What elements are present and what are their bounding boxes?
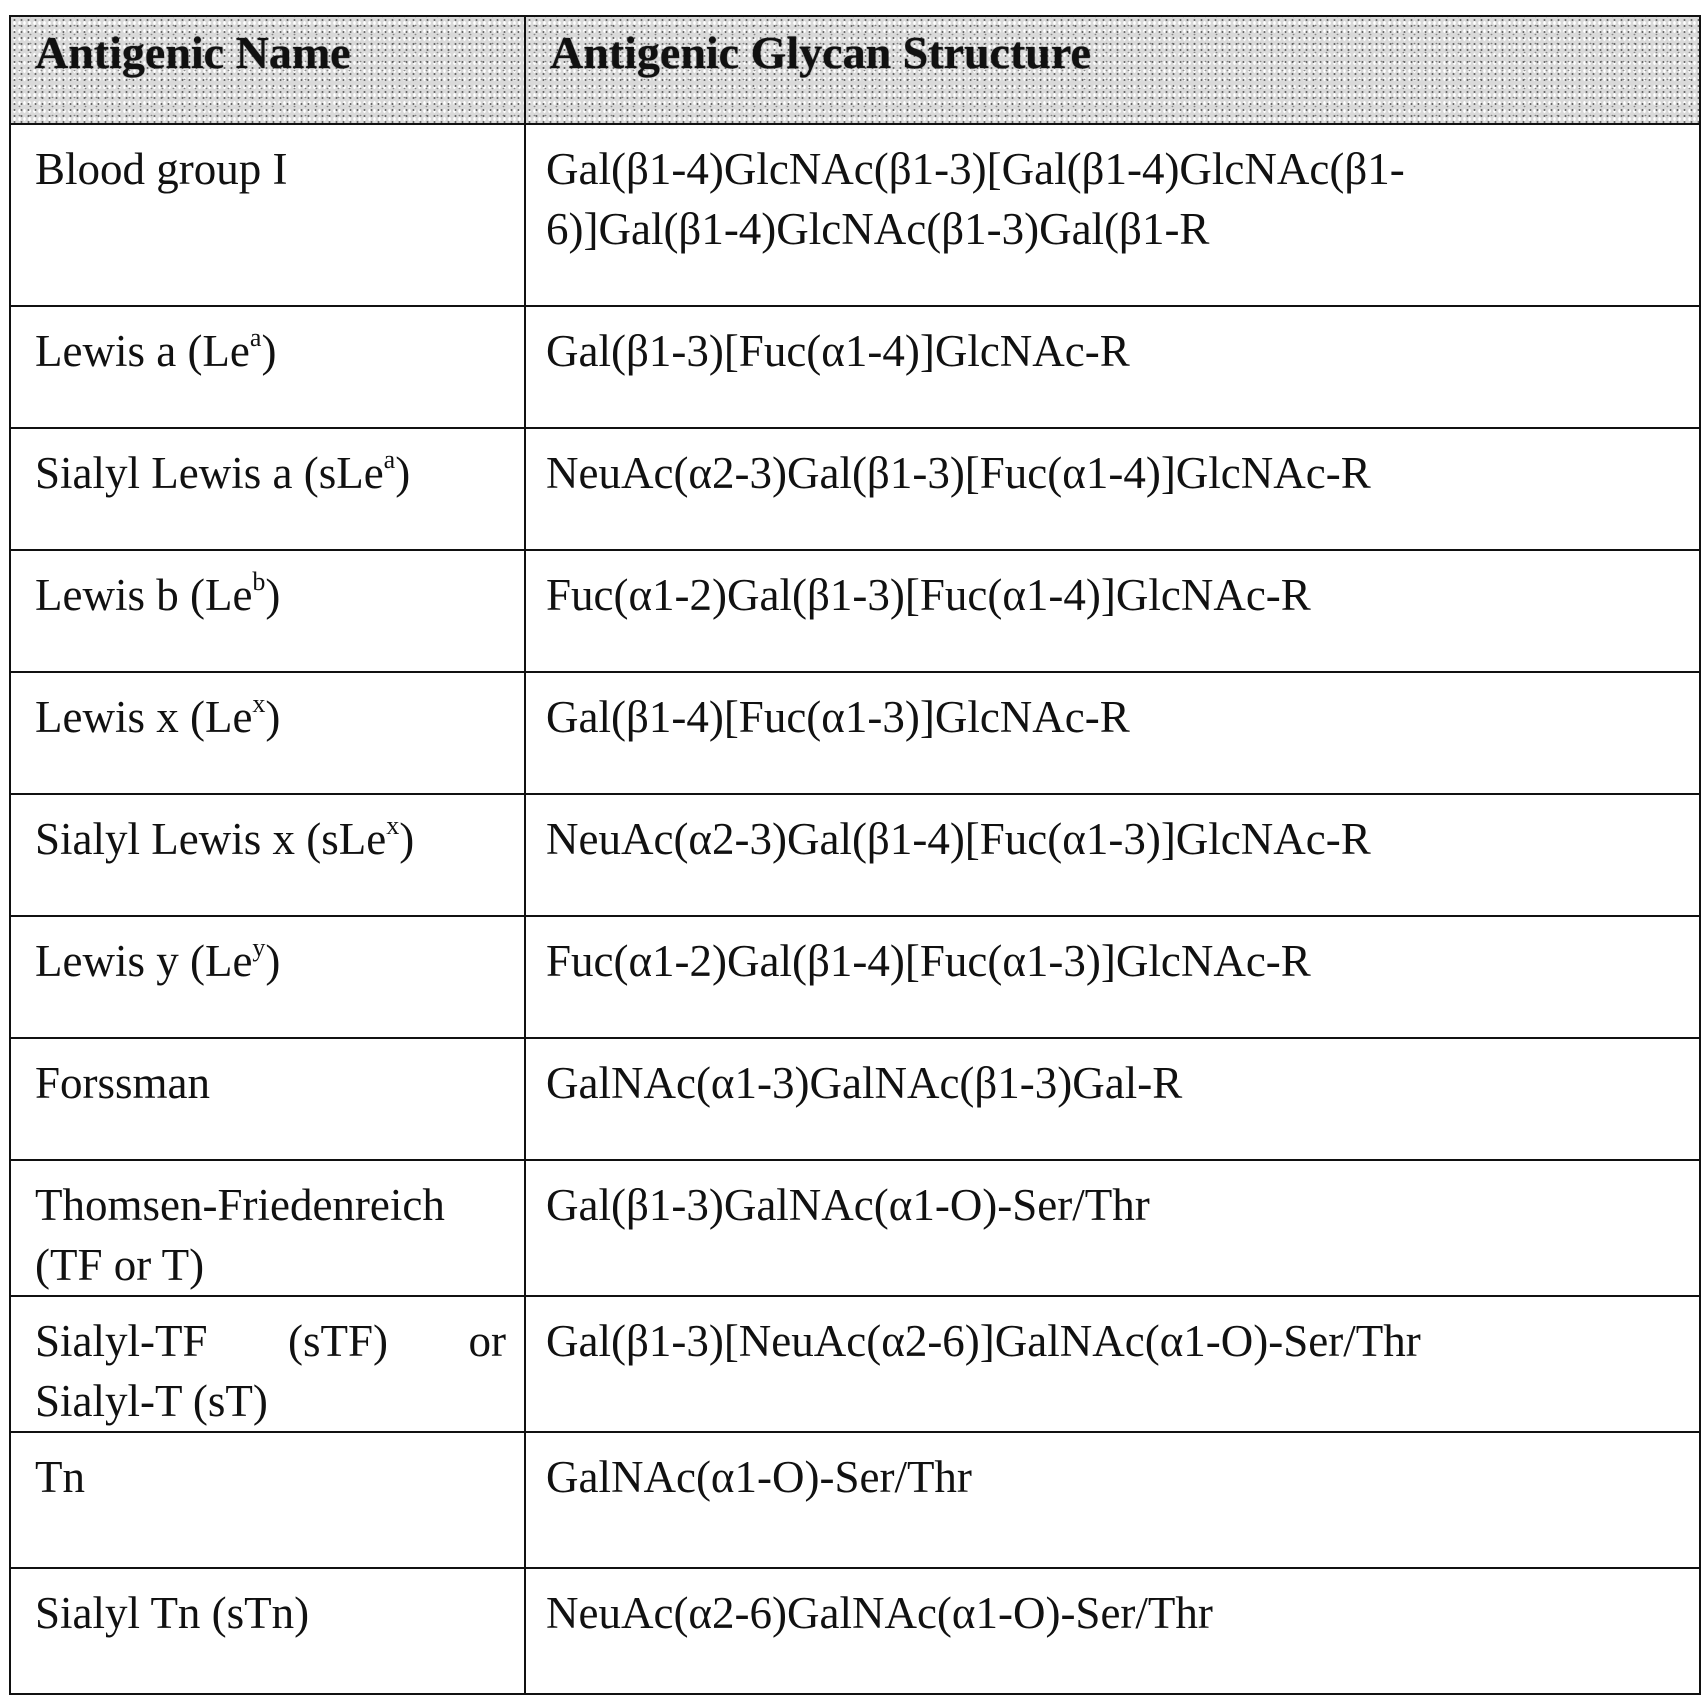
glycan-structure-cell: Fuc(α1-2)Gal(β1-4)[Fuc(α1-3)]GlcNAc-R (525, 916, 1700, 1038)
glycan-structure-cell: NeuAc(α2-3)Gal(β1-3)[Fuc(α1-4)]GlcNAc-R (525, 428, 1700, 550)
antigen-name: Sialyl Lewis a (sLe (35, 448, 384, 498)
antigen-name-suffix: ) (265, 936, 281, 986)
glycan-structure-cell: GalNAc(α1-O)-Ser/Thr (525, 1432, 1700, 1568)
antigen-name-part: (sTF) (288, 1316, 388, 1366)
antigen-name: Sialyl Tn (sTn) (35, 1588, 310, 1638)
table-row (10, 124, 1700, 306)
antigen-name-line: Thomsen-Friedenreich (35, 1180, 445, 1230)
antigen-name-part: Sialyl-TF (35, 1316, 208, 1366)
antigen-name-suffix: ) (265, 570, 281, 620)
table-row (10, 1568, 1700, 1694)
header-glycan-structure: Antigenic Glycan Structure (525, 16, 1700, 124)
antigen-name-suffix: ) (261, 326, 277, 376)
antigen-name-suffix: ) (395, 448, 411, 498)
antigen-name-cell (10, 1432, 525, 1568)
table-row (10, 916, 1700, 1038)
glycan-structure-line: Gal(β1-4)GlcNAc(β1-3)[Gal(β1-4)GlcNAc(β1- (546, 144, 1405, 194)
table-row (10, 1432, 1700, 1568)
antigen-name-line: (TF or T) (35, 1240, 205, 1290)
antigen-name-cell (10, 428, 525, 550)
glycan-structure-cell (525, 124, 1700, 306)
antigen-name-cell (10, 550, 525, 672)
antigen-name-cell (10, 916, 525, 1038)
antigen-name-cell (10, 794, 525, 916)
table-row (10, 550, 1700, 672)
glycan-structure-cell: Gal(β1-3)GalNAc(α1-O)-Ser/Thr (525, 1160, 1700, 1296)
glycan-structure-line: 6)]Gal(β1-4)GlcNAc(β1-3)Gal(β1-R (546, 204, 1210, 254)
glycan-structure-cell: NeuAc(α2-3)Gal(β1-4)[Fuc(α1-3)]GlcNAc-R (525, 794, 1700, 916)
glycan-structure-cell: GalNAc(α1-3)GalNAc(β1-3)Gal-R (525, 1038, 1700, 1160)
table-header-row (10, 16, 1700, 124)
antigen-superscript: x (252, 689, 266, 718)
antigen-name-cell (10, 1160, 525, 1296)
antigen-name: Lewis y (Le (35, 936, 253, 986)
antigen-name-line (35, 1311, 506, 1371)
table-row (10, 1296, 1700, 1432)
antigen-name: Sialyl Lewis x (sLe (35, 814, 387, 864)
glycan-structure-cell: Fuc(α1-2)Gal(β1-3)[Fuc(α1-4)]GlcNAc-R (525, 550, 1700, 672)
antigen-superscript: y (252, 933, 266, 962)
antigen-name-cell (10, 306, 525, 428)
antigen-superscript: a (383, 445, 396, 474)
table-row (10, 794, 1700, 916)
glycan-structure-cell: NeuAc(α2-6)GalNAc(α1-O)-Ser/Thr (525, 1568, 1700, 1694)
antigen-name: Blood group I (35, 144, 288, 194)
header-antigenic-name: Antigenic Name (10, 16, 525, 124)
antigen-name: Lewis b (Le (35, 570, 253, 620)
antigen-name-suffix: ) (265, 692, 281, 742)
antigen-name-line: Sialyl-T (sT) (35, 1376, 268, 1426)
antigen-superscript: a (249, 323, 262, 352)
table-row (10, 306, 1700, 428)
antigen-name-part: or (468, 1316, 506, 1366)
antigenic-glycan-table (9, 15, 1701, 1695)
glycan-structure-cell: Gal(β1-4)[Fuc(α1-3)]GlcNAc-R (525, 672, 1700, 794)
antigen-name-suffix: ) (399, 814, 415, 864)
table-row (10, 1038, 1700, 1160)
antigen-superscript: b (252, 567, 266, 596)
antigen-superscript: x (386, 811, 400, 840)
antigen-name: Tn (35, 1452, 85, 1502)
antigen-name: Forssman (35, 1058, 211, 1108)
antigen-name: Lewis a (Le (35, 326, 250, 376)
table-row (10, 428, 1700, 550)
antigen-name-cell (10, 1296, 525, 1432)
table-row (10, 1160, 1700, 1296)
glycan-structure-cell: Gal(β1-3)[NeuAc(α2-6)]GalNAc(α1-O)-Ser/Thr (525, 1296, 1700, 1432)
antigen-name-cell (10, 672, 525, 794)
antigen-name: Lewis x (Le (35, 692, 253, 742)
antigen-name-cell (10, 1038, 525, 1160)
antigen-name-cell (10, 1568, 525, 1694)
table-row (10, 672, 1700, 794)
glycan-structure-cell: Gal(β1-3)[Fuc(α1-4)]GlcNAc-R (525, 306, 1700, 428)
antigen-name-cell (10, 124, 525, 306)
